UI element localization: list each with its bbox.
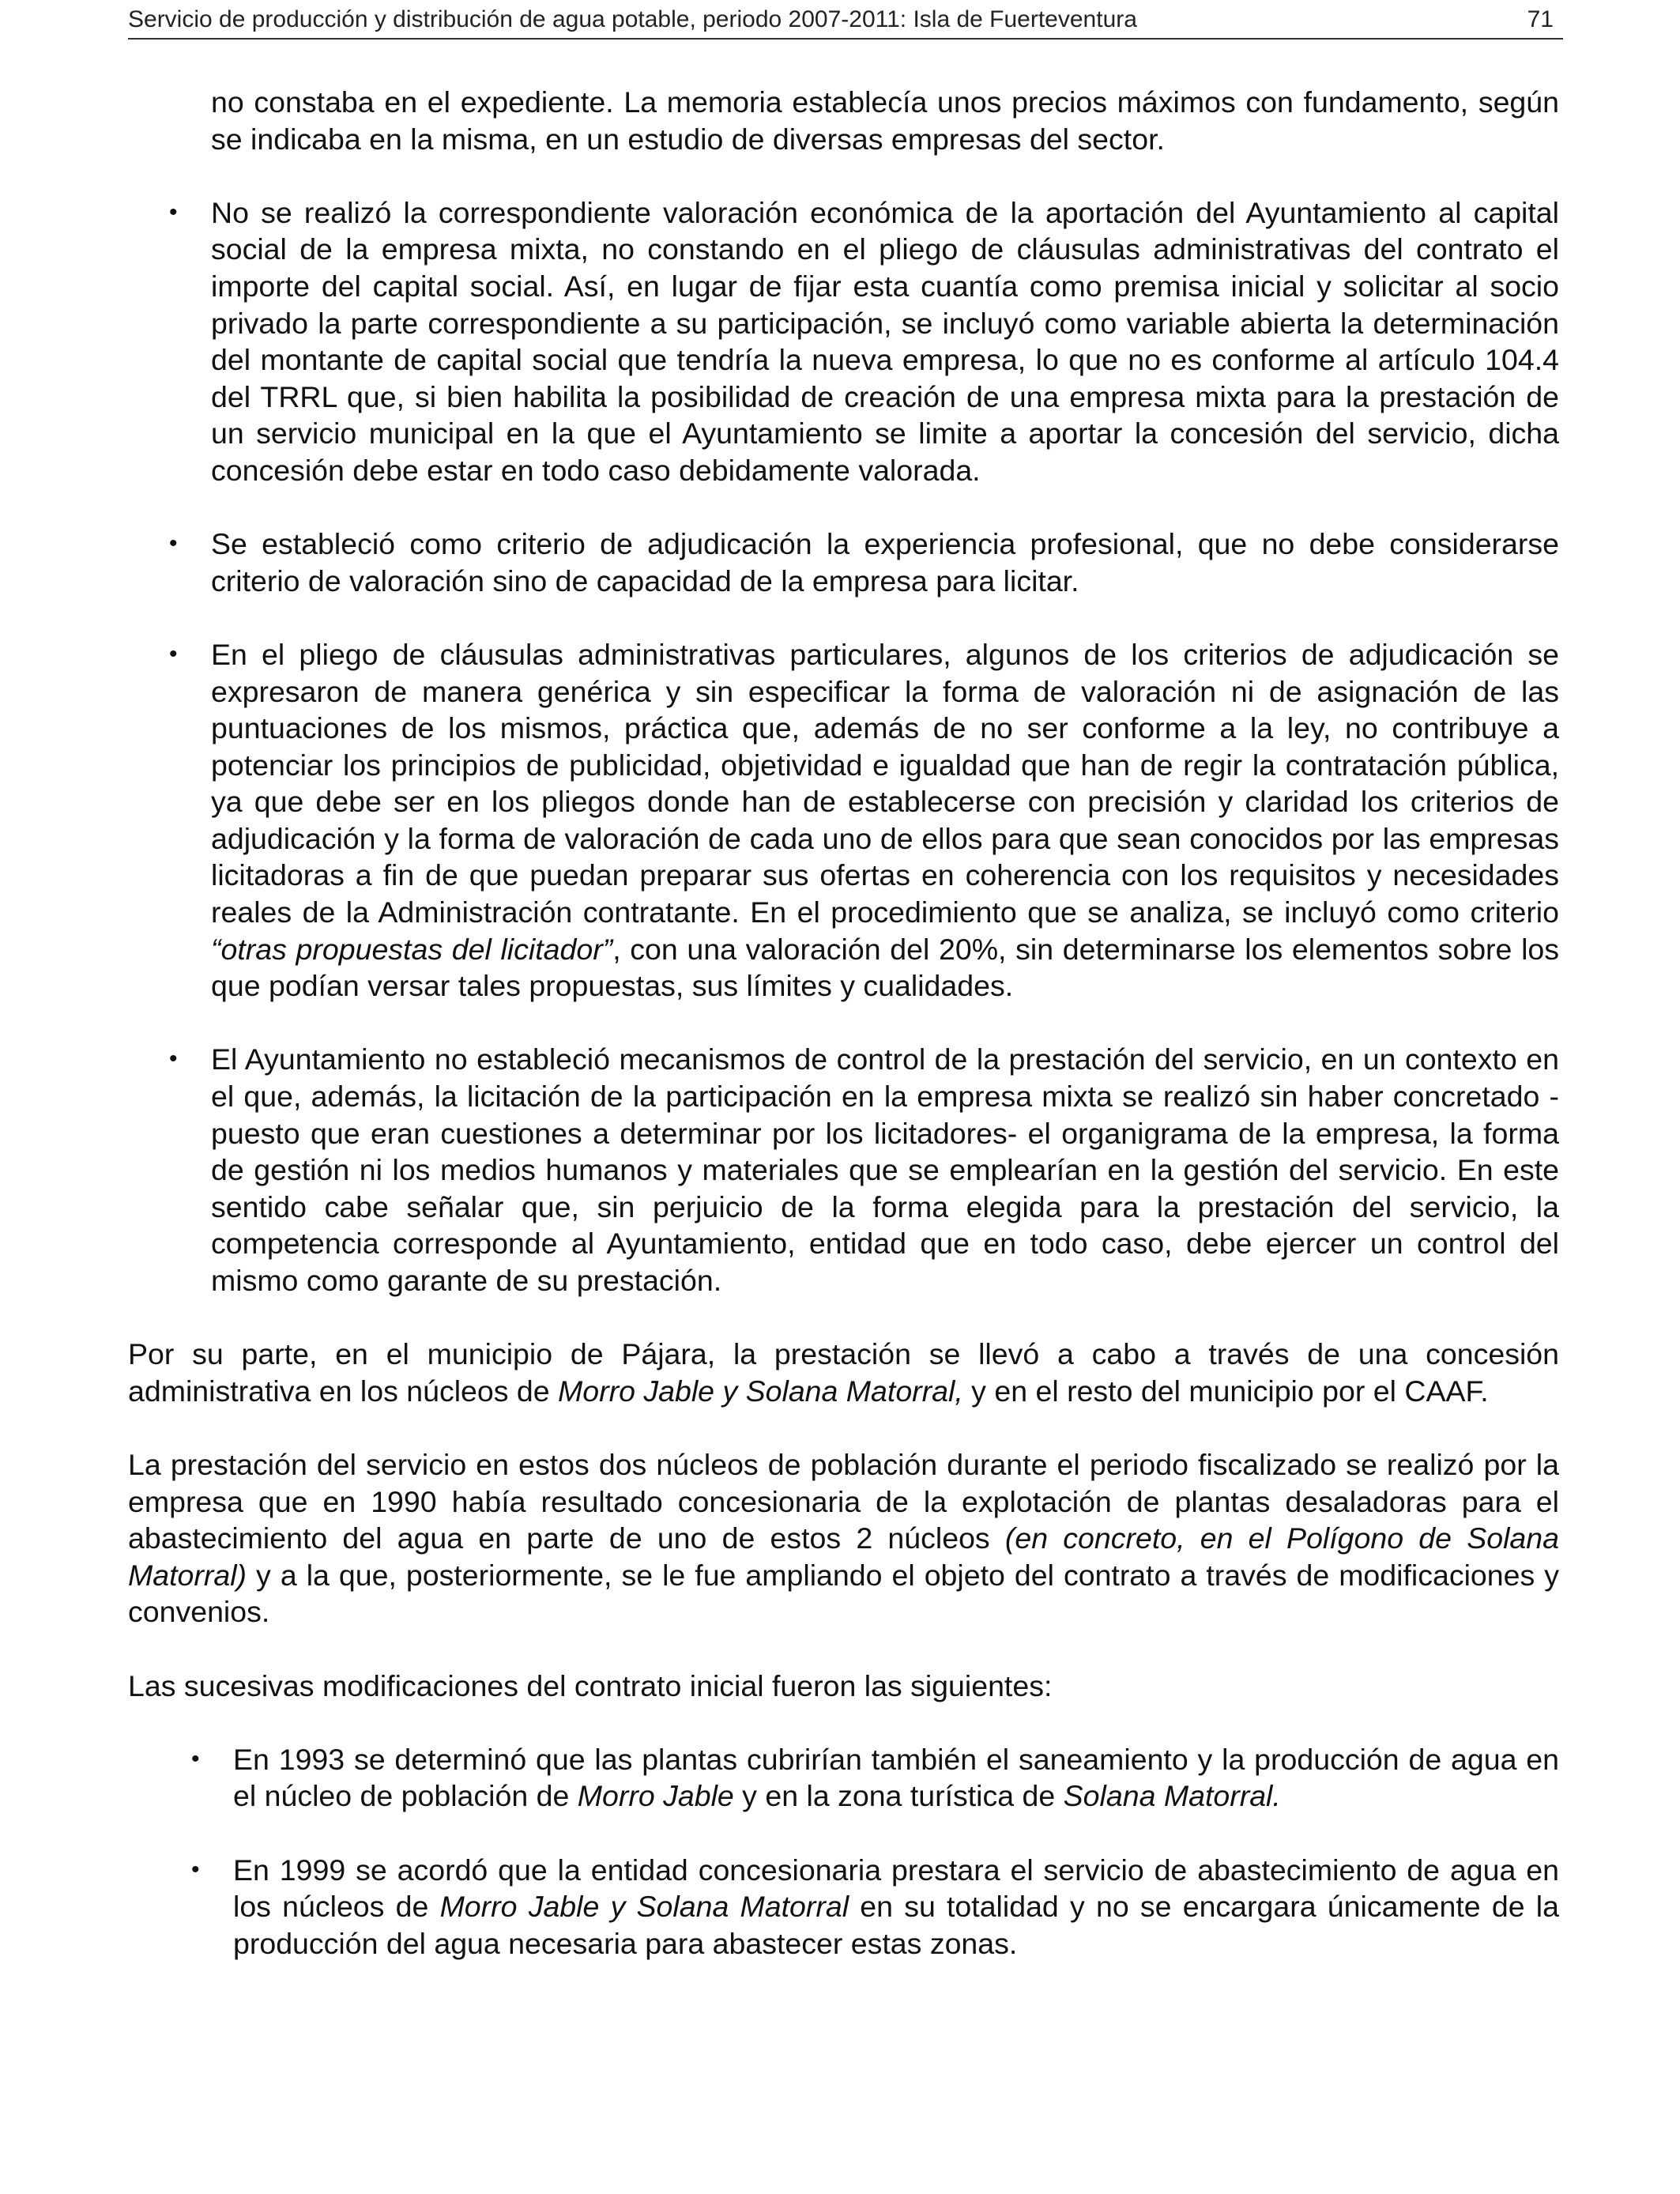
list-item (128, 1852, 1559, 1962)
list-item-text: y en la zona turística de (733, 1779, 1064, 1813)
modifications-list (128, 1741, 1559, 1962)
bullet-icon: • (169, 1046, 178, 1072)
page-number: 71 (1527, 6, 1554, 32)
bullet-icon: • (191, 1856, 200, 1883)
list-item-text: En 1993 se determinó que las plantas cubrirían también el saneamiento y la producción de agua en el núcleo de población de (233, 1742, 1559, 1813)
list-item-text: , con una valoración del 20%, sin determinarse los elementos sobre los que podían versar tales propuestas, sus límites y cualidades. (211, 932, 1560, 1003)
paragraph-text: La prestación del servicio en estos dos núcleos de población durante el periodo fiscalizado se realizó por la empresa que en 1990 había resultado concesionaria de la explotación de plantas desaladoras para el abastecimiento del agua en parte de uno de estos 2 núcleos (128, 1447, 1559, 1555)
list-item-text: No se realizó la correspondiente valoración económica de la aportación del Ayuntamiento al capital social de la empresa mixta, no constando en el pliego de cláusulas administrativas del contrato el importe del capital social. Así, en lugar de fijar esta cuantía como premisa inicial y solicitar al socio privado la parte correspondiente a su participación, se incluyó como variable abierta la determinación del montante de capital social que tendría la nueva empresa, lo que no es conforme al artículo 104.4 del TRRL que, si bien habilita la posibilidad de creación de una empresa mixta para la prestación de un servicio municipal en la que el Ayuntamiento se limite a aportar la concesión del servicio, dicha concesión debe estar en todo caso debidamente valorada. (211, 195, 1559, 487)
paragraph-text: Por su parte, en el municipio de Pájara, la prestación se llevó a cabo a través de una concesión administrativa en los núcleos de (128, 1337, 1559, 1408)
list-item-italic: Solana Matorral. (1063, 1779, 1281, 1813)
list-item-italic: “otras propuestas del licitador” (211, 932, 613, 966)
header-title: Servicio de producción y distribución de agua potable, periodo 2007-2011: Isla de Fuerteventura (128, 6, 1137, 32)
paragraph-italic: Morro Jable y Solana Matorral, (558, 1374, 963, 1408)
paragraph-prestacion (128, 1446, 1559, 1630)
list-item-italic: Morro Jable (577, 1779, 734, 1813)
paragraph-sucesivas: Las sucesivas modificaciones del contrato inicial fueron las siguientes: (128, 1668, 1053, 1702)
bullet-icon: • (169, 530, 178, 557)
continuation-paragraph: no constaba en el expediente. La memoria establecía unos precios máximos con fundamento, según se indicaba en la misma, en un estudio de diversas empresas del sector. (211, 85, 1559, 156)
bullet-icon: • (169, 198, 178, 225)
list-item (128, 194, 1559, 489)
list-item (128, 636, 1559, 1005)
list-item-text: El Ayuntamiento no estableció mecanismos de control de la prestación del servicio, en un contexto en el que, además, la licitación de la participación en la empresa mixta se realizó sin haber concretado -puesto que eran cuestiones a determinar por los licitadores- el organigrama de la empresa, la forma de gestión ni los medios humanos y materiales que se emplearían en la gestión del servicio. En este sentido cabe señalar que, sin perjuicio de la forma elegida para la prestación del servicio, la competencia corresponde al Ayuntamiento, entidad que en todo caso, debe ejercer un control del mismo como garante de su prestación. (211, 1042, 1559, 1297)
list-item (128, 1741, 1559, 1815)
paragraph-pajara (128, 1336, 1559, 1409)
list-item (128, 526, 1559, 599)
list-item (128, 1041, 1559, 1299)
list-item-italic: Morro Jable y Solana Matorral (439, 1890, 849, 1924)
list-item-text: en su totalidad y no se encargara únicamente de la producción del agua necesaria para abastecer estas zonas. (233, 1890, 1559, 1960)
list-item-text: Se estableció como criterio de adjudicación la experiencia profesional, que no debe considerarse criterio de valoración sino de capacidad de la empresa para licitar. (211, 527, 1559, 598)
bullet-icon: • (169, 640, 178, 667)
paragraph-italic: (en concreto, en el Polígono de Solana Matorral) (128, 1521, 1559, 1592)
paragraph-text: y a la que, posteriormente, se le fue ampliando el objeto del contrato a través de modificaciones y convenios. (128, 1558, 1559, 1629)
list-item-text: En el pliego de cláusulas administrativas particulares, algunos de los criterios de adjudicación se expresaron de manera genérica y sin especificar la forma de valoración ni de asignación de las puntuaciones de los mismos, práctica que, además de no ser conforme a la ley, no contribuye a potenciar los principios de publicidad, objetividad e igualdad que han de regir la contratación pública, ya que debe ser en los pliegos donde han de establecerse con precisión y claridad los criterios de adjudicación y la forma de valoración de cada uno de ellos para que sean conocidos por las empresas licitadoras a fin de que puedan preparar sus ofertas en coherencia con los requisitos y necesidades reales de la Administración contratante. En el procedimiento que se analiza, se incluyó como criterio (211, 637, 1559, 929)
findings-list (128, 194, 1559, 1299)
list-item-text: En 1999 se acordó que la entidad concesionaria prestara el servicio de abastecimiento de agua en los núcleos de (233, 1853, 1559, 1924)
paragraph-text: y en el resto del municipio por el CAAF. (962, 1374, 1489, 1408)
document-body (128, 84, 1559, 1999)
bullet-icon: • (191, 1745, 200, 1772)
page-header (128, 0, 1563, 40)
